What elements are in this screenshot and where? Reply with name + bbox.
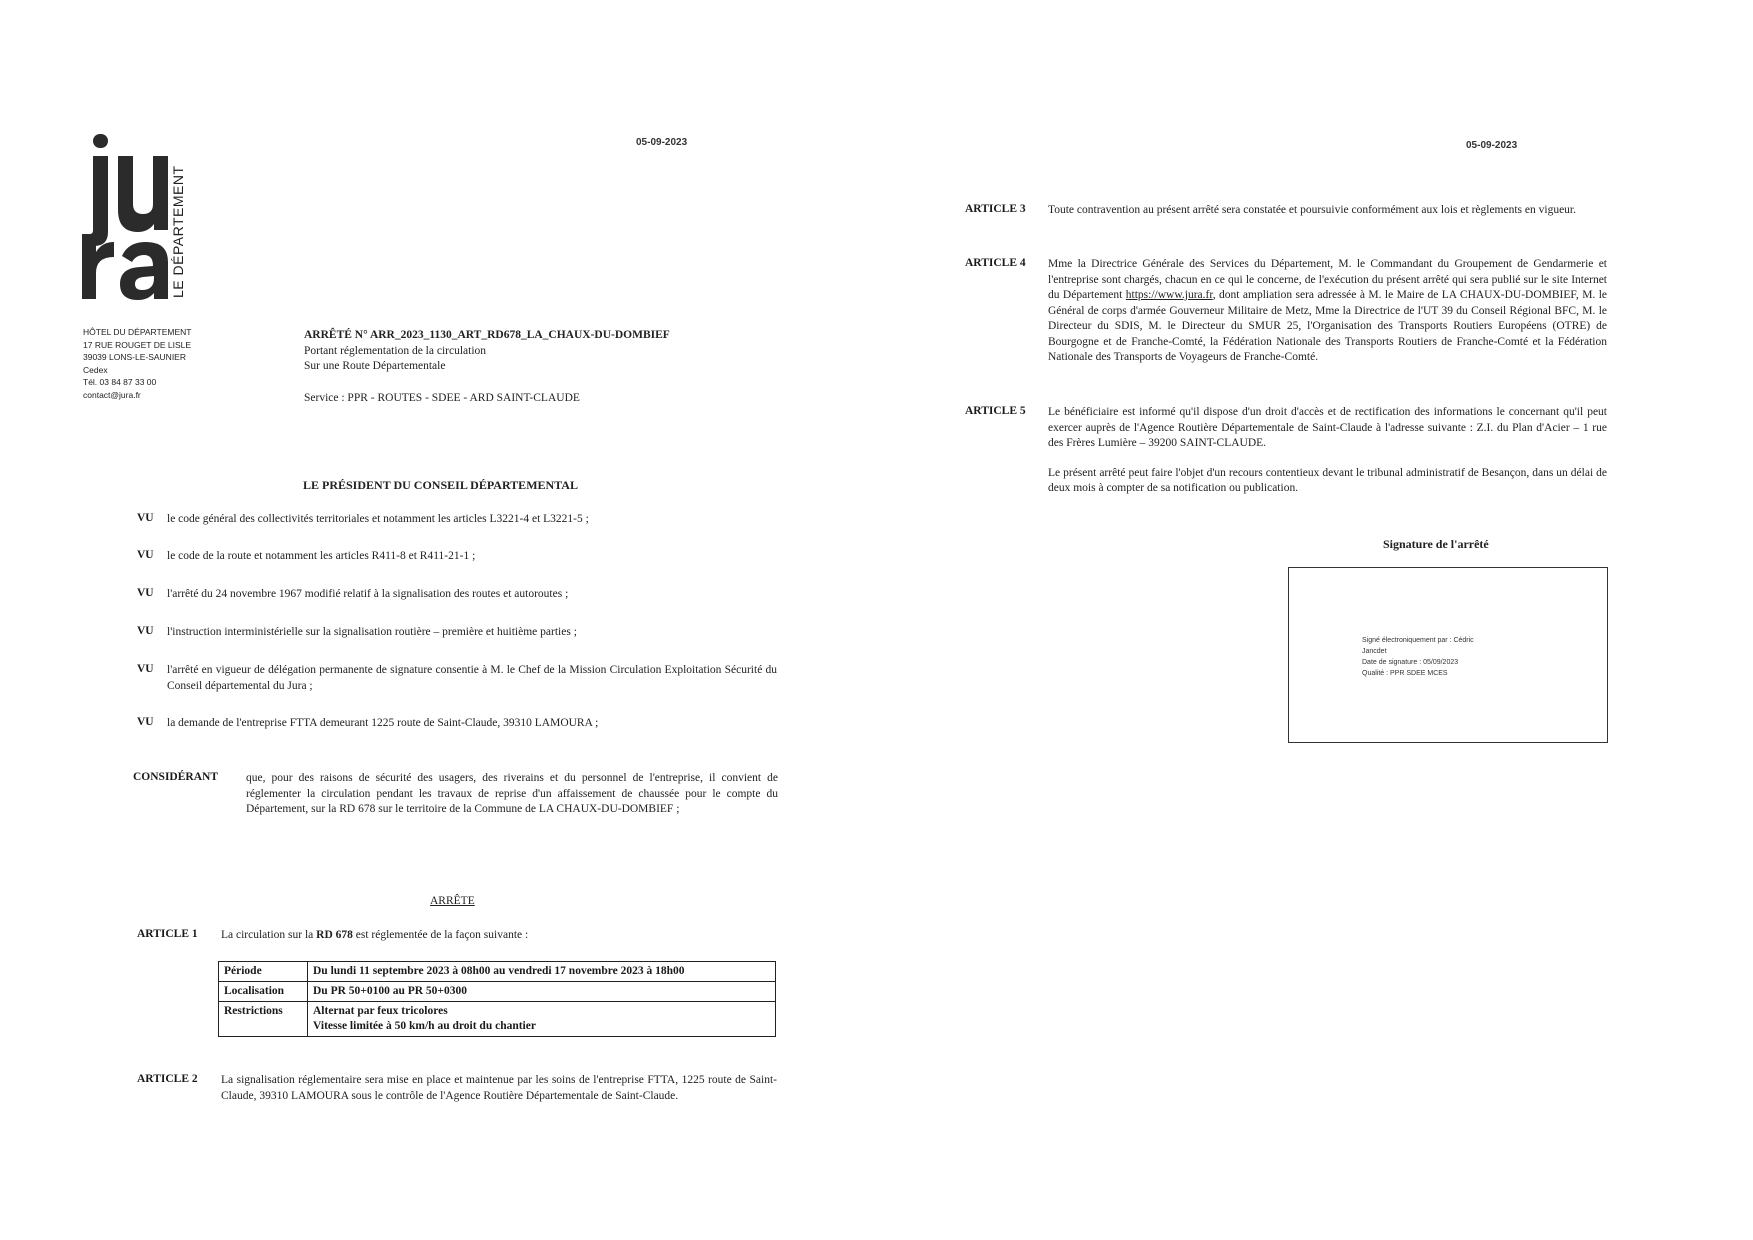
vu-text: l'arrêté en vigueur de délégation permanente de signature consentie à M. le Chef de la Mission Circulation Exploitation Sécurité du Conseil départemental du Jura ; (167, 664, 777, 692)
article-4 (965, 257, 1607, 366)
article-5-text: Le bénéficiaire est informé qu'il dispose d'un droit d'accès et de rectification des informations le concernant qu'il peut exercer auprès de l'Agence Routière Départementale de Saint-Claude à l'adresse suivante : Z.I. du Plan d'Acier – 1 rue des Frères Lumière – 39200 SAINT-CLAUDE. (1048, 406, 1607, 449)
article-1-text-after: est réglementée de la façon suivante : (355, 929, 529, 941)
article-1 (137, 928, 777, 944)
signature-line: Signé électroniquement par : Cédric (1362, 637, 1474, 644)
article-5-body (1048, 405, 1607, 497)
vu-label: VU (137, 663, 154, 675)
vu-text: le code de la route et notamment les articles R411-8 et R411-21-1 ; (167, 550, 476, 562)
arrete-header (304, 328, 804, 406)
vu-item (137, 512, 777, 549)
table-row (219, 982, 776, 1002)
article-1-intro (221, 928, 777, 944)
article-label: ARTICLE 3 (965, 203, 1026, 215)
table-key: Période (219, 962, 308, 982)
signature-title: Signature de l'arrêté (1383, 537, 1489, 551)
article-label: ARTICLE 2 (137, 1073, 198, 1085)
signature-details (1362, 635, 1474, 679)
table-row (219, 962, 776, 982)
article-1-text-before: La circulation sur la (221, 929, 314, 941)
table-value: Vitesse limitée à 50 km/h au droit du chantier (313, 1020, 536, 1032)
vu-item (137, 663, 777, 716)
table-key: Localisation (219, 982, 308, 1002)
table-row (219, 1002, 776, 1037)
signature-line: Qualité : PPR SDEE MCES (1362, 670, 1448, 677)
left-date: 05-09-2023 (636, 137, 688, 148)
vu-label: VU (137, 549, 154, 561)
article-3-text: Toute contravention au présent arrêté sera constatée et poursuivie conformément aux lois et règlements en vigueur. (1048, 204, 1577, 216)
address-line: Tél. 03 84 87 33 00 (83, 377, 157, 387)
article-4-text-before: Mme la Directrice Générale des Services du Département, M. le Commandant du Groupement de Gendarmerie et l'entreprise sont chargés, chacun en ce qui le concerne, de l'exécution du présent arrêté qui sera publié sur le site Internet du Département (1048, 258, 1607, 301)
table-value-cell (308, 1002, 776, 1037)
vu-list (137, 512, 777, 746)
article-label: ARTICLE 4 (965, 257, 1026, 269)
table-value: Alternat par feux tricolores (313, 1005, 448, 1017)
vu-item (137, 625, 777, 663)
table-key: Restrictions (219, 1002, 308, 1037)
restrictions-table (218, 961, 776, 1037)
address-line: HÔTEL DU DÉPARTEMENT (83, 327, 192, 337)
vu-text: le code général des collectivités territoriales et notamment les articles L3221-4 et L3221-5 ; (167, 513, 589, 525)
table-value: Du lundi 11 septembre 2023 à 08h00 au vendredi 17 novembre 2023 à 18h00 (308, 962, 776, 982)
arrete-title: ARRÊTE (430, 895, 475, 907)
address-line: Cedex (83, 364, 108, 375)
considerant-text: que, pour des raisons de sécurité des usagers, des riverains et du personnel de l'entreprise, il convient de réglementer la circulation pendant les travaux de reprise d'un affaissement de chaussée pour le compte du Département, sur la RD 678 sur le territoire de la Commune de LA CHAUX-DU-DOMBIEF ; (246, 772, 778, 815)
jura-website-link[interactable]: https://www.jura.fr (1125, 289, 1213, 301)
header-line: Sur une Route Départementale (304, 360, 446, 372)
vu-label: VU (137, 716, 154, 728)
logo-subtitle (170, 165, 194, 300)
article-1-road: RD 678 (316, 929, 353, 941)
article-label: ARTICLE 1 (137, 928, 198, 940)
logo-subtitle-text: LE DÉPARTEMENT (170, 165, 186, 298)
vu-item (137, 587, 777, 625)
address-line: 17 RUE ROUGET DE LISLE (83, 339, 192, 350)
signature-box (1288, 567, 1608, 743)
president-title: LE PRÉSIDENT DU CONSEIL DÉPARTEMENTAL (303, 478, 578, 492)
signature-line: Jancdet (1362, 648, 1387, 655)
address-block (83, 326, 191, 401)
article-4-text-after: , dont ampliation sera adressée à M. le Maire de LA CHAUX-DU-DOMBIEF, M. le Général de corps d'armée Gouverneur Militaire de Metz, Mme la Directrice de l'UT 39 du Conseil Régional BFC, M. le Directeur du SDIS, M. le Directeur du SMUR 25, l'Organisation des Transports Routiers Européens (OTRE) de Bourgogne et de Franche-Comté, la Fédération Nationale des Transports Routiers de Franche-Comté et la Fédération Nationale des Transports de Voyageurs de Franche-Comté. (1048, 289, 1608, 363)
vu-text: l'arrêté du 24 novembre 1967 modifié relatif à la signalisation des routes et autoroutes ; (167, 588, 569, 600)
vu-label: VU (137, 512, 154, 524)
service-line: Service : PPR - ROUTES - SDEE - ARD SAINT-CLAUDE (304, 391, 580, 404)
article-2-text: La signalisation réglementaire sera mise en place et maintenue par les soins de l'entreprise FTTA, 1225 route de Saint-Claude, 39310 LAMOURA sous le contrôle de l'Agence Routière Départementale de Saint-Claude. (221, 1074, 777, 1102)
signature-line: Date de signature : 05/09/2023 (1362, 659, 1459, 666)
article-5 (965, 405, 1607, 497)
jura-logo (80, 132, 172, 300)
vu-text: l'instruction interministérielle sur la signalisation routière – première et huitième parties ; (167, 626, 577, 638)
considerant-block (133, 771, 778, 818)
vu-item (137, 549, 777, 587)
table-value: Du PR 50+0100 au PR 50+0300 (308, 982, 776, 1002)
article-4-text (1048, 257, 1607, 366)
vu-label: VU (137, 587, 154, 599)
address-line[interactable]: contact@jura.fr (83, 389, 141, 400)
address-line: 39039 LONS-LE-SAUNIER (83, 352, 186, 362)
vu-label: VU (137, 625, 154, 637)
vu-text: la demande de l'entreprise FTTA demeurant 1225 route de Saint-Claude, 39310 LAMOURA ; (167, 717, 599, 729)
right-date: 05-09-2023 (1466, 140, 1518, 151)
article-label: ARTICLE 5 (965, 405, 1026, 417)
recours-text: Le présent arrêté peut faire l'objet d'un recours contentieux devant le tribunal administratif de Besançon, dans un délai de deux mois à compter de sa notification ou publication. (1048, 466, 1607, 494)
header-line: Portant réglementation de la circulation (304, 344, 487, 357)
article-3 (965, 203, 1607, 219)
vu-item (137, 716, 777, 746)
article-2 (137, 1073, 777, 1104)
considerant-label: CONSIDÉRANT (133, 771, 218, 783)
arrete-number: ARRÊTÉ N° ARR_2023_1130_ART_RD678_LA_CHAUX-DU-DOMBIEF (304, 329, 670, 341)
